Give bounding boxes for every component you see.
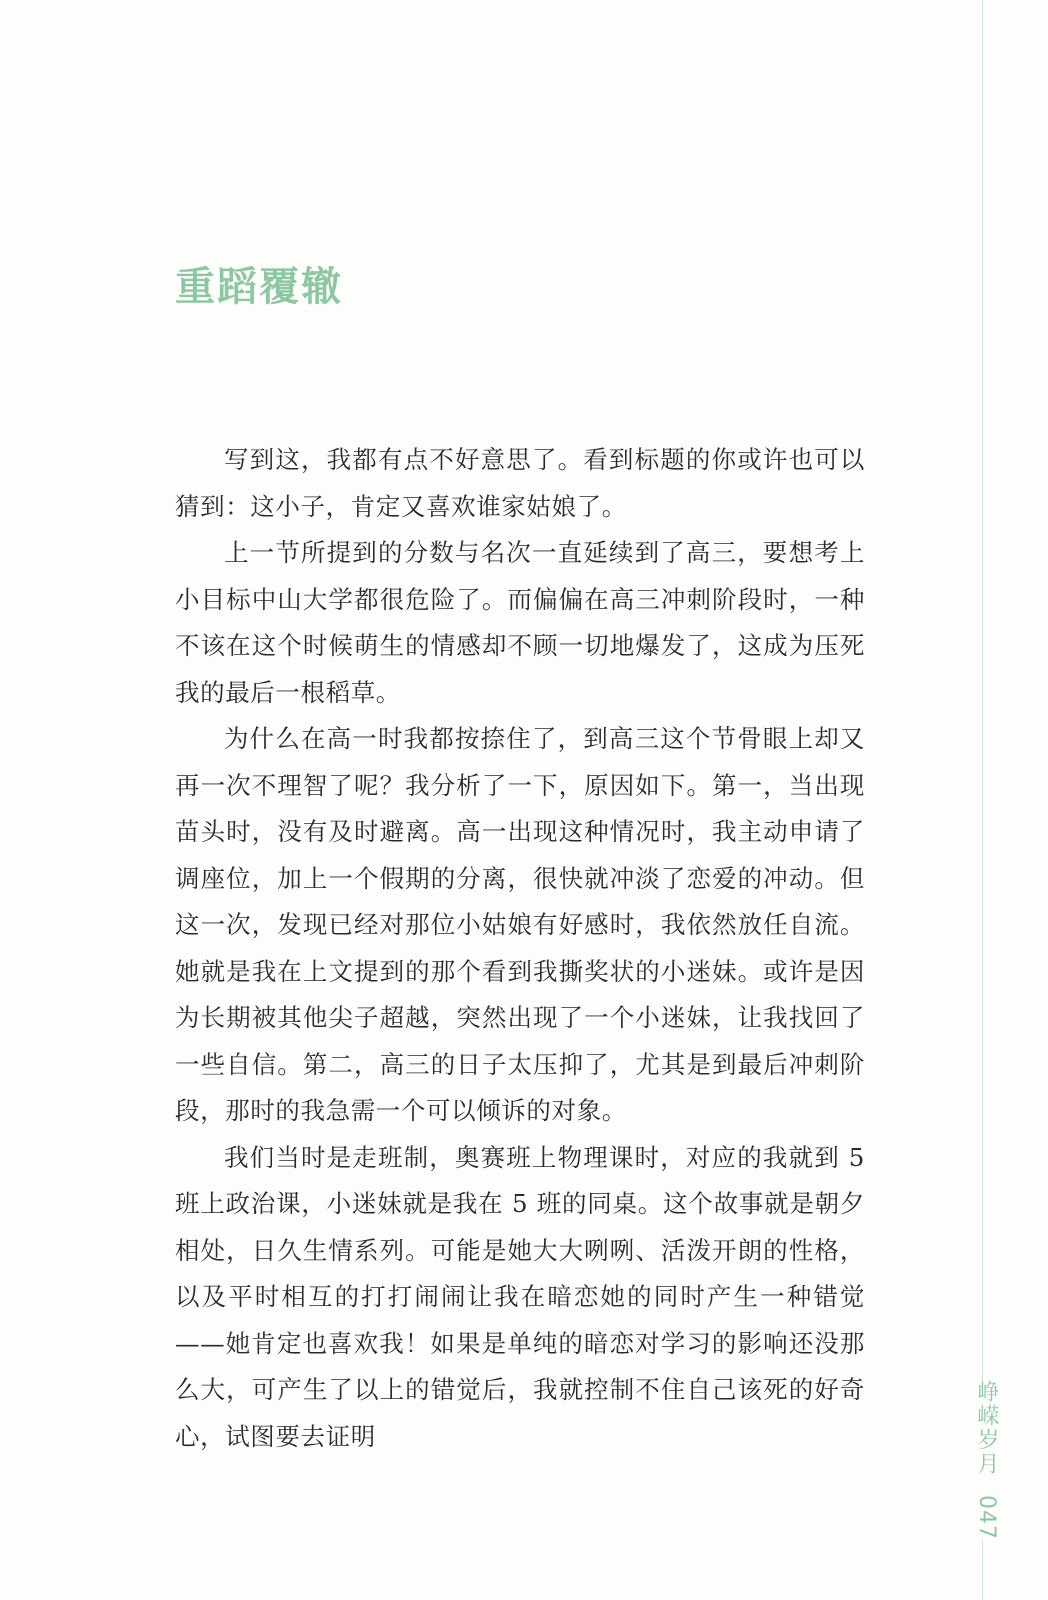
margin-rule-top: [982, 0, 983, 1380]
paragraph-3: 为什么在高一时我都按捺住了，到高三这个节骨眼上却又再一次不理智了呢？我分析了一下，原因如下。第一，当出现苗头时，没有及时避离。高一出现这种情况时，我主动申请了调座位，加上一个假期的分离，很快就冲淡了恋爱的冲动。但这一次，发现已经对那位小姑娘有好感时，我依然放任自流。她就是我在上文提到的那个看到我撕奖状的小迷妹。或许是因为长期被其他尖子超越，突然出现了一个小迷妹，让我找回了一些自信。第二，高三的日子太压抑了，尤其是到最后冲刺阶段，那时的我急需一个可以倾诉的对象。: [175, 724, 865, 1125]
paragraph-1: 写到这，我都有点不好意思了。看到标题的你或许也可以猜到：这小子，肯定又喜欢谁家姑娘了。: [175, 445, 865, 521]
section-label: 峥嵘岁月: [974, 1380, 999, 1476]
paragraph-2: 上一节所提到的分数与名次一直延续到了高三，要想考上小目标中山大学都很危险了。而偏偏在高三冲刺阶段时，一种不该在这个时候萌生的情感却不顾一切地爆发了，这成为压死我的最后一根稻草。: [175, 538, 865, 707]
chapter-title: 重蹈覆辙: [175, 263, 343, 310]
body-text: [175, 437, 865, 1460]
paragraph-4: 我们当时是走班制，奥赛班上物理课时，对应的我就到 5 班上政治课，小迷妹就是我在 5 班的同桌。这个故事就是朝夕相处，日久生情系列。可能是她大大咧咧、活泼开朗的性格，以及平时相互的打打闹闹让我在暗恋她的同时产生一种错觉——她肯定也喜欢我！如果是单纯的暗恋对学习的影响还没那么大，可产生了以上的错觉后，我就控制不住自己该死的好奇心，试图要去证明: [175, 1142, 865, 1451]
running-footer: [962, 1380, 1002, 1540]
page-number: 047: [974, 1495, 999, 1540]
margin-rule-bottom: [982, 1540, 983, 1600]
